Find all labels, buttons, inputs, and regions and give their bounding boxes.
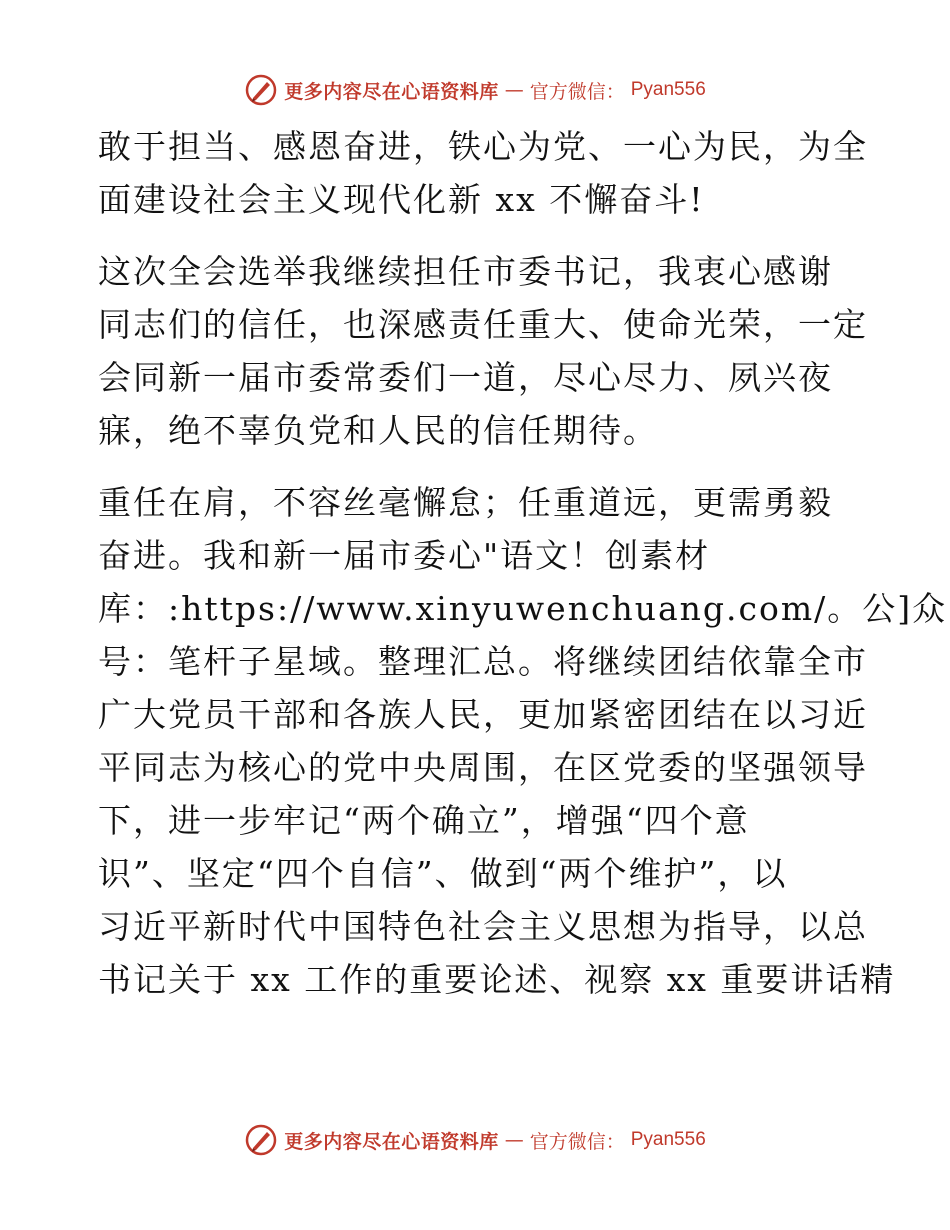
watermark-wechat-label: 官方微信：: [529, 80, 625, 103]
text-line: 寐，绝不辜负党和人民的信任期待。: [98, 411, 658, 450]
brand-logo-icon: [244, 1123, 278, 1157]
watermark-wechat-id: Pyan556: [630, 1129, 706, 1150]
text-line: 平同志为核心的党中央周围，在区党委的坚强领导: [98, 748, 868, 787]
paragraph-3: [98, 476, 948, 1006]
text-line: 书记关于 xx 工作的重要论述、视察 xx 重要讲话精: [98, 960, 896, 999]
paragraph-2: [98, 245, 868, 457]
text-line: 会同新一届市委常委们一道，尽心尽力、夙兴夜: [98, 358, 833, 397]
watermark-separator: —: [504, 1129, 524, 1151]
document-body: [98, 120, 948, 1006]
watermark-separator: —: [504, 79, 524, 101]
text-line: 习近平新时代中国特色社会主义思想为指导，以总: [98, 907, 868, 946]
watermark-wechat-id: Pyan556: [630, 79, 706, 100]
text-line: 下，进一步牢记“两个确立”，增强“四个意: [98, 801, 750, 840]
text-line: 重任在肩，不容丝毫懈怠；任重道远，更需勇毅: [98, 483, 833, 522]
watermark-text: 更多内容尽在心语资料库: [284, 1130, 499, 1153]
header-watermark: [0, 70, 950, 110]
text-line: 同志们的信任，也深感责任重大、使命光荣，一定: [98, 305, 868, 344]
brand-logo-icon: [244, 73, 278, 107]
watermark-wechat-label: 官方微信：: [529, 1130, 625, 1153]
text-line: 广大党员干部和各族人民，更加紧密团结在以习近: [98, 695, 868, 734]
text-line: 库：:https://www.xinyuwenchuang.com/。公]众: [98, 589, 948, 628]
paragraph-1: [98, 120, 868, 226]
footer-watermark: [0, 1120, 950, 1160]
watermark-text: 更多内容尽在心语资料库: [284, 80, 499, 103]
text-line: 号：笔杆子星域。整理汇总。将继续团结依靠全市: [98, 642, 868, 681]
text-line: 识”、坚定“四个自信”、做到“两个维护”，以: [98, 854, 788, 893]
text-line: 敢于担当、感恩奋进，铁心为党、一心为民，为全: [98, 127, 868, 166]
text-line: 这次全会选举我继续担任市委书记，我衷心感谢: [98, 252, 833, 291]
text-line: 奋进。我和新一届市委心"语文！创素材: [98, 536, 711, 575]
text-line: 面建设社会主义现代化新 xx 不懈奋斗!: [98, 180, 705, 219]
